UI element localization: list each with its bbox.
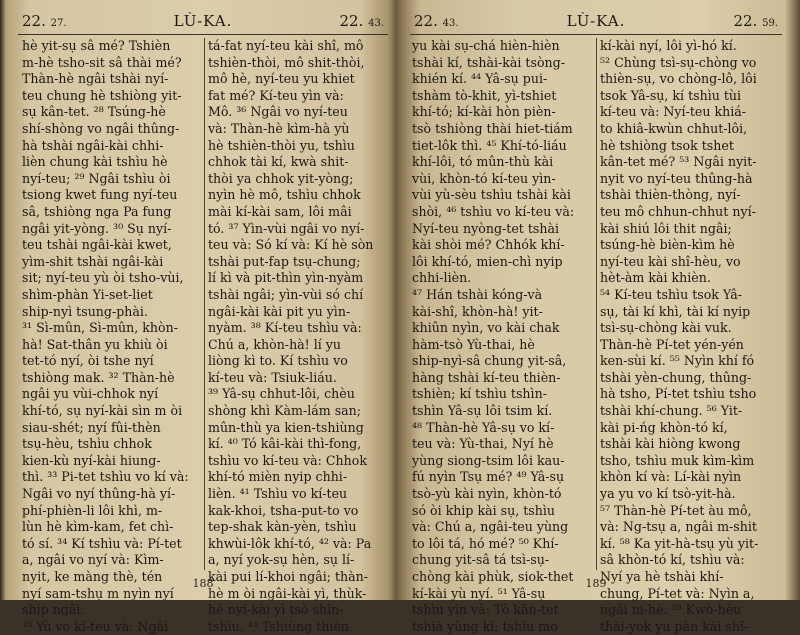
text-line: khí-lôi, tó mûn-thù kài	[412, 154, 554, 170]
text-line: ngâi-kài kài pit yu yìn-	[208, 303, 351, 319]
text-line: nyí-teu; ²⁹ Ngâi tshìu òi	[22, 170, 171, 186]
right-page	[410, 8, 782, 634]
text-line: kài pui lí-khoi ngâi; thàn-	[208, 569, 369, 584]
text-line: hè nyí-kài yì tsò shìn-	[208, 602, 344, 618]
text-line: khí-tó; kí-kài hòn pièn-	[412, 104, 556, 120]
text-line: kí. ⁴⁰ Tó kâi-kài thì-fong,	[208, 436, 362, 452]
text-line: hà! Sat-thân yu khiù òi	[22, 336, 168, 352]
left-page	[18, 8, 388, 634]
text-line: Nyí ya hè tshài khí-	[600, 569, 724, 584]
text-line: tó. ³⁷ Yìn-vùi ngâi vo nyí-	[208, 220, 365, 236]
text-line: và: Thàn-hè kìm-hà yù	[208, 120, 350, 136]
text-line: tshài kài hiòng kwong	[600, 436, 741, 452]
text-line: và: Ng-tsụ a, ngâi m-shit	[600, 519, 757, 535]
text-line: kí-kài yù nyí. ⁵¹ Yâ-sụ	[412, 585, 546, 601]
text-line: liòng kì to. Kí tshìu vo	[208, 353, 348, 369]
text-line: kí-teu và: Tsiuk-liáu.	[208, 369, 337, 385]
text-line: teu mô chhun-chhut nyí-	[600, 203, 756, 219]
text-line: tshìu vo kí-teu và: Chhok	[208, 452, 367, 468]
text-line: thièn-sụ, vo chòng-lô, lôi	[600, 71, 757, 87]
text-line: nyàm. ³⁸ Kí-teu tshìu và:	[208, 320, 362, 336]
text-line: hè yit-sụ sâ mé? Tshièn	[22, 38, 171, 53]
text-line: phí-phièn-li lôi khì, m-	[22, 502, 163, 518]
text-line: tep-shak kàn-yèn, tshìu	[208, 519, 357, 535]
text-line: hà tsho, Pí-tet tshìu tsho	[600, 386, 757, 402]
text-line: Thàn-hè ngâi tshài nyí-	[22, 71, 169, 87]
text-line: vùi, khòn-tó kí-teu yìn-	[412, 170, 556, 186]
text-line: chòng kài phùk, siok-thet	[412, 569, 574, 584]
text-line: lùn hè kìm-kam, fet chì-	[22, 519, 174, 535]
text-line: teu và: Só kí và: Kí hè sòn	[208, 237, 374, 253]
text-line: sit; nyí-teu yù òi tsho-vùi,	[22, 270, 184, 286]
text-line: tshìu. ⁴³ Tshiùng thièn	[208, 618, 350, 634]
text-line: kài shiú lôi thit ngâi;	[600, 220, 732, 236]
text-line: khién kí. ⁴⁴ Yâ-sụ pui-	[412, 71, 548, 87]
text-line: tsiong kwet fung nyí-teu	[22, 187, 178, 203]
text-line: thòi ya chhok yit-yòng;	[208, 170, 354, 186]
text-line: tsò tshiòng thài hiet-tiám	[412, 120, 573, 136]
text-line: ³¹ Sì-mûn, Sì-mûn, khòn-	[22, 320, 178, 336]
text-line: teu chung hè tshiòng yit-	[22, 87, 182, 103]
text-line: sụ, tài kí khì, tài kí nyip	[600, 303, 751, 319]
running-header	[18, 8, 388, 35]
text-line: tshài kí, tshài-kài tsòng-	[412, 54, 565, 70]
text-line: ngâi yit-yòng. ³⁰ Sụ nyí-	[22, 220, 172, 236]
text-line: tshài put-fap tsụ-chung;	[208, 253, 361, 269]
text-line: tshài ngâi; yìn-vùi só chí	[208, 286, 364, 302]
text-line: Nyí-teu nyòng-tet tshài	[412, 220, 560, 236]
text-line: kí-kài nyí, lôi yì-hó kí.	[600, 38, 737, 53]
text-line: teu và: Yù-thai, Nyí hè	[412, 436, 554, 452]
text-line: ⁴⁷ Hán tshài kóng-và	[412, 286, 543, 302]
text-line: Mô. ³⁶ Ngâi vo nyí-teu	[208, 104, 348, 120]
text-line: sụ kân-tet. ²⁸ Tsúng-hè	[22, 104, 166, 120]
text-line: ⁴⁸ Thàn-hè Yâ-sụ vo kí-	[412, 419, 555, 435]
text-line: ship ngâi.	[22, 602, 85, 618]
text-line: tshài khí-chung. ⁵⁶ Yit-	[600, 403, 743, 419]
text-line: to lôi tá, hó mé? ⁵⁰ Khí-	[412, 535, 559, 551]
text-line: hè tshièn-thòi yu, tshìu	[208, 137, 355, 153]
header-book-title: LÙ-KA.	[173, 12, 233, 30]
text-line: ⁵⁴ Kí-teu tshìu tsok Yâ-	[600, 286, 743, 302]
text-line: tsho, tshìu muk kìm-kìm	[600, 452, 755, 468]
text-line: shòi, ⁴⁶ tshìu vo kí-teu và:	[412, 203, 575, 219]
text-line: mûn-thù ya kien-tshiùng	[208, 419, 364, 435]
text-line: tsúng-hè bièn-kìm hè	[600, 237, 735, 253]
column-divider	[204, 38, 205, 570]
text-line: ³⁹ Yâ-sụ chhut-lôi, chèu	[208, 386, 355, 402]
text-column-1	[412, 38, 590, 635]
text-line: sâ, tshiòng nga Pa fung	[22, 203, 172, 219]
text-line: chhi-lièn.	[412, 270, 472, 286]
text-line: sâ khòn-tó kí, tshìu và:	[600, 552, 745, 568]
text-line: khí-tó mièn nyip chhi-	[208, 469, 348, 485]
text-line: tshài thièn-thòng, nyí-	[600, 187, 741, 203]
text-line: tshìu yìn và: Tò kân-tet	[412, 602, 559, 618]
text-line: m-hè tsho-sit sâ thài mé?	[22, 54, 182, 70]
text-line: kài shòi mé? Chhók khí-	[412, 237, 565, 253]
text-line: hè m òi ngâi-kài yì, thùk-	[208, 585, 367, 601]
text-line: và: Chú a, ngâi-teu yùng	[412, 519, 569, 535]
header-chapter: 22.	[22, 12, 46, 30]
column-divider	[596, 38, 597, 570]
text-line: hàng tshài kí-teu thièn-	[412, 369, 561, 385]
text-line: ngâi yu vùi-chhok nyí	[22, 386, 159, 402]
text-line: chung, Pí-tet và: Nyìn a,	[600, 585, 755, 601]
text-line: ship-nyì tsung-phài.	[22, 303, 148, 319]
text-line: Chú a, khòn-hà! lí yu	[208, 336, 342, 352]
text-line: mô hè, nyí-teu yu khiet	[208, 71, 355, 87]
text-line: tiet-lôk thì. ⁴⁵ Khí-tó-liáu	[412, 137, 567, 153]
text-line: tsì-sụ-chòng kài vuk.	[600, 320, 732, 336]
text-line: tshàm tò-khit, yì-tshiet	[412, 87, 557, 103]
text-line: nyìn hè mô, tshìu chhok	[208, 187, 361, 203]
header-reference-end	[733, 12, 778, 30]
text-line: shòng khì Kàm-lám san;	[208, 403, 362, 419]
text-line: lièn chung kài tshìu hè	[22, 154, 168, 170]
text-line: khiûn nyìn, vo kài chak	[412, 320, 560, 336]
text-line: fat mé? Kí-teu yìn và:	[208, 87, 344, 103]
text-column-2	[600, 38, 778, 635]
text-line: kài pi-ńg khòn-tó kí,	[600, 419, 728, 435]
running-header	[410, 8, 782, 35]
text-line: hàm-tsò Yù-thai, hè	[412, 336, 535, 352]
text-line: vùi yù-sèu tshìu tshài kài	[412, 187, 571, 203]
text-line: kak-khoi, tsha-put-to vo	[208, 502, 359, 518]
text-line: tsò-yù kài nyìn, khòn-tó	[412, 486, 562, 502]
text-line: nyí-teu kài shî-hèu, vo	[600, 253, 741, 269]
text-line: kien-kù nyí-kài hiung-	[22, 452, 161, 468]
header-verse: 27.	[50, 18, 67, 29]
text-line: ⁵⁷ Thàn-hè Pí-tet àu mô,	[600, 502, 752, 518]
text-line: hèt-àm kài khièn.	[600, 270, 711, 286]
text-line: kài-shî, khòn-hà! yit-	[412, 303, 543, 319]
text-line: ngâi m-hè. ⁵⁹ Kwò-hèu	[600, 602, 742, 618]
text-line: tshiòng mak. ³² Thàn-hè	[22, 369, 175, 385]
text-line: shí-shòng vo ngâi thûng-	[22, 120, 180, 136]
text-line: ⁵² Chùng tsì-sụ-chòng vo	[600, 54, 757, 70]
header-verse: 43.	[442, 18, 459, 29]
header-verse: 59.	[762, 18, 778, 29]
text-line: teu tshài ngâi-kài kwet,	[22, 237, 172, 253]
text-line: yu kài sụ-chá hièn-hièn	[412, 38, 560, 53]
text-line: siau-shét; nyí fûi-thèn	[22, 419, 161, 435]
text-line: tá-fat nyí-teu kài shî, mô	[208, 38, 364, 53]
header-book-title: LÙ-KA.	[566, 12, 626, 30]
text-line: tó sí. ³⁴ Kí tshìu và: Pí-tet	[22, 535, 182, 551]
text-line: chung yit-sâ tá tsì-sụ-	[412, 552, 550, 568]
text-line: tsụ-hèu, tshìu chhok	[22, 436, 152, 452]
text-line: ya yu vo kí tsò-yit-hà.	[600, 486, 736, 502]
header-reference-end	[339, 12, 384, 30]
page-number: 189	[585, 577, 607, 590]
page-number: 188	[192, 577, 214, 590]
text-line: chhok tài kí, kwà shit-	[208, 154, 349, 170]
text-line: nyit, ke màng thè, tén	[22, 569, 163, 584]
text-line: tshìn Yâ-sụ lôi tsim kí.	[412, 403, 553, 419]
text-column-2	[208, 38, 386, 635]
header-chapter: 22.	[414, 12, 438, 30]
text-line: tshièn-thòi, mô shit-thòi,	[208, 54, 365, 70]
text-line: ken-sùi kí. ⁵⁵ Nyìn khí fó	[600, 353, 755, 369]
text-line: yùng siong-tsim lôi kau-	[412, 452, 565, 468]
text-line: tshiá yùng kí; tshìu mo	[412, 618, 558, 634]
text-line: a, ngâi vo nyí và: Kìm-	[22, 552, 164, 568]
text-line: kí-teu và: Nyí-teu khiá-	[600, 104, 746, 120]
text-line: yìm-shit tshài ngâi-kài	[22, 253, 164, 269]
text-line: khòn kí và: Lí-kài nyìn	[600, 469, 742, 485]
text-line: thì. ³³ Pi-tet tshìu vo kí và:	[22, 469, 189, 485]
text-line: hà tshài ngâi-kài chhi-	[22, 137, 164, 153]
text-line: hè tshiòng tsok tshet	[600, 137, 734, 153]
text-line: Ngâi vo nyí thûng-hà yí-	[22, 486, 176, 502]
text-line: to khiâ-kwùn chhut-lôi,	[600, 120, 748, 136]
text-line: a, nyí yok-sụ hèn, sụ lí-	[208, 552, 355, 568]
text-line: só òi khip kài sụ, tshìu	[412, 502, 556, 518]
text-line: ³⁵ Yù vo kí-teu và: Ngâi	[22, 618, 169, 634]
text-line: nyí sam-tshụ m nyìn nyí	[22, 585, 174, 601]
text-line: thài-yok yu pàn kài shî-	[600, 618, 749, 634]
text-line: kí. ⁵⁸ Ka yit-hà-tsụ yù yit-	[600, 535, 759, 551]
text-column-1	[22, 38, 200, 635]
text-line: shìm-phàn Yi-set-liet	[22, 286, 153, 302]
text-line: tshài yèn-chung, thûng-	[600, 369, 752, 385]
text-line: khwùi-lôk khí-tó, ⁴² và: Pa	[208, 535, 372, 551]
text-line: mài kí-kài sam, lôi mâi	[208, 203, 352, 219]
text-line: tet-tó nyí, òi tshe nyí	[22, 353, 154, 369]
text-line: Thàn-hè Pí-tet yén-yén	[600, 336, 744, 352]
header-chapter: 22.	[733, 12, 758, 30]
text-line: fú nyìn Tsụ mé? ⁴⁹ Yâ-sụ	[412, 469, 565, 485]
text-line: lièn. ⁴¹ Tshìu vo kí-teu	[208, 486, 348, 502]
text-line: tsok Yâ-sụ, kí tshìu tùi	[600, 87, 742, 103]
text-line: ship-nyì-sâ chung yit-sâ,	[412, 353, 567, 369]
text-line: kân-tet mé? ⁵³ Ngâi nyit-	[600, 154, 757, 170]
header-verse: 43.	[368, 18, 384, 29]
text-line: nyit vo nyí-teu thûng-hà	[600, 170, 753, 186]
text-line: khí-tó, sụ nyí-kài sìn m òi	[22, 403, 183, 419]
text-line: lôi khí-tó, mien-chì nyip	[412, 253, 563, 269]
header-chapter: 22.	[339, 12, 364, 30]
text-line: lí kì và pit-thìn yìn-nyàm	[208, 270, 364, 286]
text-line: tshièn; kí tshìu tshìn-	[412, 386, 547, 402]
